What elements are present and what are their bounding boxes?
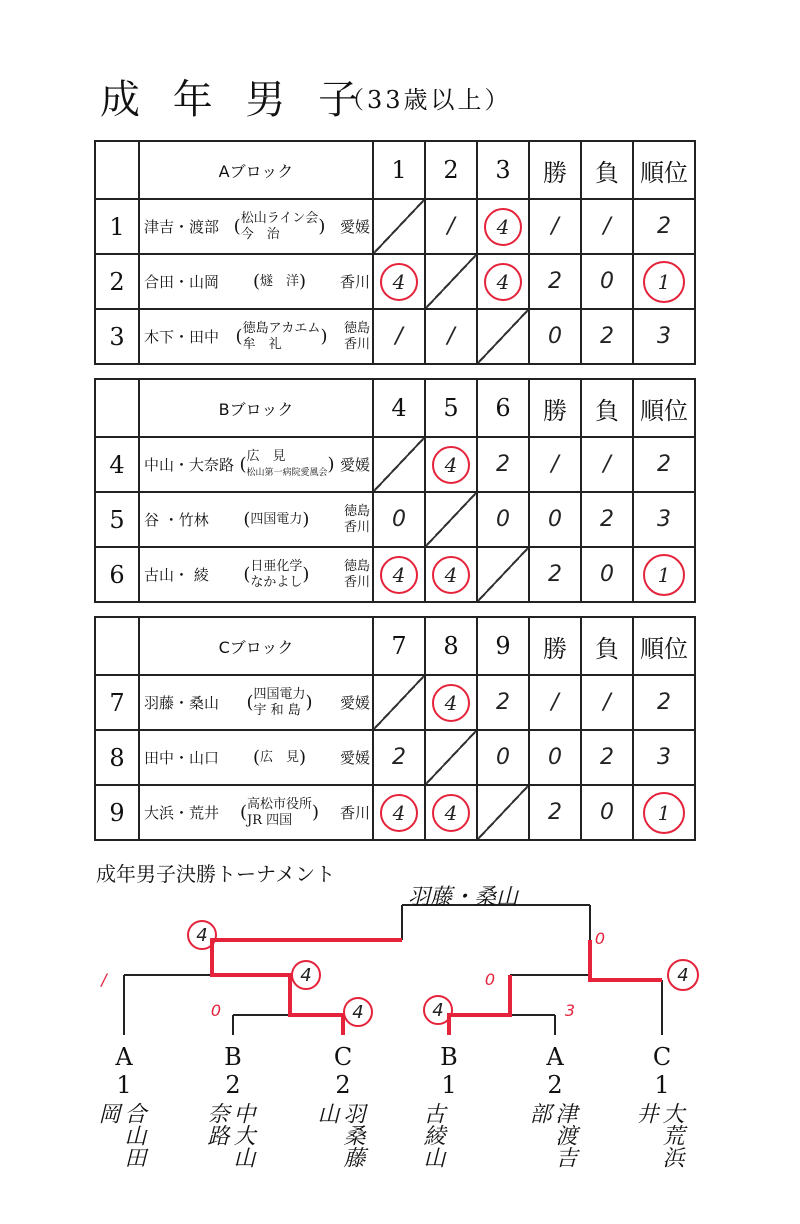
entry-seed: 1 bbox=[441, 1071, 457, 1099]
rank-cell: 3 bbox=[633, 730, 695, 785]
lose-cell: / bbox=[581, 199, 633, 254]
score-cell bbox=[425, 675, 477, 730]
entry-seed: 2 bbox=[225, 1071, 241, 1099]
diagonal-cell bbox=[425, 730, 477, 785]
prefecture: 愛媛 bbox=[339, 748, 370, 767]
affiliation: 松山ライン会 今 治 bbox=[240, 210, 319, 242]
block-table bbox=[94, 616, 696, 841]
column-header: 勝 bbox=[529, 379, 581, 437]
rank-cell: 2 bbox=[633, 437, 695, 492]
win-cell: / bbox=[529, 675, 581, 730]
circled-mark: 4 bbox=[432, 446, 470, 484]
table-row bbox=[95, 309, 695, 364]
diagonal-cell bbox=[477, 309, 529, 364]
win-cell: 2 bbox=[529, 785, 581, 840]
score-cell: / bbox=[425, 309, 477, 364]
diagonal-cell bbox=[477, 547, 529, 602]
row-number: 5 bbox=[95, 492, 139, 547]
entry-block: A bbox=[546, 1043, 564, 1071]
circled-mark: 4 bbox=[432, 684, 470, 722]
tournament-bracket bbox=[0, 870, 800, 1070]
prefecture: 愛媛 bbox=[339, 217, 370, 236]
circled-mark: 4 bbox=[380, 794, 418, 832]
score-cell: 0 bbox=[373, 492, 425, 547]
entry-block: C bbox=[333, 1043, 353, 1071]
score-cell: 0 bbox=[477, 730, 529, 785]
entry-names: 中大山奈路 bbox=[204, 1102, 255, 1168]
team-cell: 羽藤・桑山 ( 四国電力 宇 和 島 ) 愛媛 bbox=[139, 675, 373, 730]
circled-mark: 1 bbox=[643, 792, 685, 834]
team-cell: 谷 ・竹林 ( 四国電力 ) 徳島 香川 bbox=[139, 492, 373, 547]
score-cell bbox=[373, 254, 425, 309]
row-number: 9 bbox=[95, 785, 139, 840]
player-names: 津吉・渡部 bbox=[144, 218, 220, 236]
entry-names: 津渡吉部 bbox=[526, 1102, 577, 1168]
column-header: 3 bbox=[477, 141, 529, 199]
rank-cell: 2 bbox=[633, 675, 695, 730]
affiliation: 高松市役所 JR 四国 bbox=[246, 796, 312, 828]
player-names: 古山・ 綾 bbox=[144, 566, 209, 584]
affiliation: 日亜化学 なかよし bbox=[250, 558, 303, 590]
score-cell bbox=[425, 785, 477, 840]
entry-names: 大荒浜井 bbox=[633, 1102, 684, 1168]
circled-mark: 4 bbox=[380, 263, 418, 301]
team-cell: 中山・大奈路 ( 広 見 松山第一病院愛風会 ) 愛媛 bbox=[139, 437, 373, 492]
lose-cell: 0 bbox=[581, 785, 633, 840]
win-cell: 2 bbox=[529, 547, 581, 602]
score-cell bbox=[373, 547, 425, 602]
score-cell: 2 bbox=[477, 437, 529, 492]
win-cell: / bbox=[529, 199, 581, 254]
entry-seed: 2 bbox=[335, 1071, 351, 1099]
row-number: 7 bbox=[95, 675, 139, 730]
score-cell bbox=[477, 199, 529, 254]
score-label: 0 bbox=[484, 970, 496, 989]
player-names: 木下・田中 bbox=[144, 328, 220, 346]
rank-cell bbox=[633, 547, 695, 602]
table-row bbox=[95, 437, 695, 492]
table-row bbox=[95, 785, 695, 840]
row-number: 4 bbox=[95, 437, 139, 492]
win-cell: / bbox=[529, 437, 581, 492]
score-label: / bbox=[101, 970, 107, 989]
score-label: 4 bbox=[432, 1000, 444, 1021]
entry-block: A bbox=[115, 1043, 133, 1071]
score-label: 4 bbox=[300, 965, 312, 986]
row-number: 8 bbox=[95, 730, 139, 785]
affiliation: 四国電力 宇 和 島 bbox=[253, 686, 306, 718]
prefecture: 愛媛 bbox=[339, 693, 370, 712]
score-label: 4 bbox=[352, 1002, 364, 1023]
score-cell bbox=[373, 785, 425, 840]
page-title: 成 年 男 子 bbox=[100, 77, 369, 123]
entry-block: B bbox=[224, 1043, 242, 1071]
entry-names: 古綾山 bbox=[420, 1102, 445, 1168]
entry-seed: 2 bbox=[547, 1071, 563, 1099]
column-header: 5 bbox=[425, 379, 477, 437]
column-header: 負 bbox=[581, 379, 633, 437]
diagonal-cell bbox=[373, 199, 425, 254]
prefecture: 徳島 香川 bbox=[343, 503, 370, 535]
score-cell bbox=[425, 547, 477, 602]
team-cell: 木下・田中 ( 徳島アカエム 牟 礼 ) 徳島 香川 bbox=[139, 309, 373, 364]
entry-names: 合山田岡 bbox=[95, 1102, 146, 1168]
diagonal-cell bbox=[373, 437, 425, 492]
circled-mark: 1 bbox=[643, 554, 685, 596]
page-subtitle: （33歳以上） bbox=[340, 86, 512, 114]
column-header: 勝 bbox=[529, 141, 581, 199]
rank-cell: 2 bbox=[633, 199, 695, 254]
affiliation: 燧 洋 bbox=[259, 273, 299, 289]
score-cell: / bbox=[425, 199, 477, 254]
column-header: 負 bbox=[581, 141, 633, 199]
block-table bbox=[94, 378, 696, 603]
player-names: 中山・大奈路 bbox=[144, 456, 235, 474]
table-row bbox=[95, 730, 695, 785]
column-header: 順位 bbox=[633, 379, 695, 437]
tournament-title: 成年男子決勝トーナメント bbox=[96, 862, 336, 886]
entry-block: C bbox=[652, 1043, 672, 1071]
column-header: 順位 bbox=[633, 141, 695, 199]
entry-block: B bbox=[440, 1043, 458, 1071]
prefecture: 香川 bbox=[339, 803, 370, 822]
circled-mark: 4 bbox=[380, 556, 418, 594]
team-cell: 大浜・荒井 ( 高松市役所 JR 四国 ) 香川 bbox=[139, 785, 373, 840]
block-name: Aブロック bbox=[139, 141, 373, 199]
score-label: 0 bbox=[594, 929, 606, 948]
table-row bbox=[95, 547, 695, 602]
row-number: 6 bbox=[95, 547, 139, 602]
lose-cell: / bbox=[581, 675, 633, 730]
winner-path bbox=[212, 940, 402, 1035]
row-number: 1 bbox=[95, 199, 139, 254]
player-names: 田中・山口 bbox=[144, 749, 220, 767]
score-cell bbox=[477, 254, 529, 309]
corner-cell bbox=[95, 379, 139, 437]
diagonal-cell bbox=[477, 785, 529, 840]
table-row bbox=[95, 199, 695, 254]
player-names: 合田・山岡 bbox=[144, 273, 220, 291]
score-label: 0 bbox=[210, 1001, 222, 1020]
winner-path bbox=[449, 975, 510, 1035]
block-name: Cブロック bbox=[139, 617, 373, 675]
win-cell: 0 bbox=[529, 492, 581, 547]
row-number: 3 bbox=[95, 309, 139, 364]
score-cell bbox=[425, 437, 477, 492]
circled-mark: 4 bbox=[432, 556, 470, 594]
entry-seed: 1 bbox=[116, 1071, 132, 1099]
column-header: 2 bbox=[425, 141, 477, 199]
row-number: 2 bbox=[95, 254, 139, 309]
column-header: 6 bbox=[477, 379, 529, 437]
team-cell: 津吉・渡部 ( 松山ライン会 今 治 ) 愛媛 bbox=[139, 199, 373, 254]
win-cell: 0 bbox=[529, 730, 581, 785]
lose-cell: 2 bbox=[581, 492, 633, 547]
block-name: Bブロック bbox=[139, 379, 373, 437]
player-names: 大浜・荒井 bbox=[144, 804, 220, 822]
column-header: 4 bbox=[373, 379, 425, 437]
corner-cell bbox=[95, 617, 139, 675]
player-names: 谷 ・竹林 bbox=[144, 511, 209, 529]
entry-seed: 1 bbox=[654, 1071, 670, 1099]
diagonal-cell bbox=[373, 675, 425, 730]
diagonal-cell bbox=[425, 492, 477, 547]
column-header: 1 bbox=[373, 141, 425, 199]
affiliation: 広 見 bbox=[259, 749, 299, 765]
column-header: 9 bbox=[477, 617, 529, 675]
table-row bbox=[95, 675, 695, 730]
circled-mark: 1 bbox=[643, 261, 685, 303]
player-names: 羽藤・桑山 bbox=[144, 694, 220, 712]
prefecture: 愛媛 bbox=[339, 455, 370, 474]
diagonal-cell bbox=[425, 254, 477, 309]
win-cell: 0 bbox=[529, 309, 581, 364]
affiliation: 広 見 松山第一病院愛風会 bbox=[246, 448, 328, 478]
prefecture: 徳島 香川 bbox=[343, 320, 370, 352]
block-table bbox=[94, 140, 696, 365]
team-cell: 古山・ 綾 ( 日亜化学 なかよし ) 徳島 香川 bbox=[139, 547, 373, 602]
table-row bbox=[95, 492, 695, 547]
circled-mark: 4 bbox=[484, 208, 522, 246]
lose-cell: / bbox=[581, 437, 633, 492]
lose-cell: 2 bbox=[581, 309, 633, 364]
column-header: 8 bbox=[425, 617, 477, 675]
score-cell: 2 bbox=[477, 675, 529, 730]
lose-cell: 2 bbox=[581, 730, 633, 785]
circled-mark: 4 bbox=[432, 794, 470, 832]
column-header: 勝 bbox=[529, 617, 581, 675]
prefecture: 徳島 香川 bbox=[343, 558, 370, 590]
score-label: 4 bbox=[196, 925, 208, 946]
rank-cell bbox=[633, 785, 695, 840]
corner-cell bbox=[95, 141, 139, 199]
score-cell: 0 bbox=[477, 492, 529, 547]
rank-cell: 3 bbox=[633, 492, 695, 547]
team-cell: 合田・山岡 ( 燧 洋 ) 香川 bbox=[139, 254, 373, 309]
score-cell: / bbox=[373, 309, 425, 364]
rank-cell: 3 bbox=[633, 309, 695, 364]
column-header: 負 bbox=[581, 617, 633, 675]
circled-mark: 4 bbox=[484, 263, 522, 301]
lose-cell: 0 bbox=[581, 547, 633, 602]
win-cell: 2 bbox=[529, 254, 581, 309]
lose-cell: 0 bbox=[581, 254, 633, 309]
column-header: 順位 bbox=[633, 617, 695, 675]
prefecture: 香川 bbox=[339, 272, 370, 291]
column-header: 7 bbox=[373, 617, 425, 675]
table-row bbox=[95, 254, 695, 309]
entry-names: 羽桑藤山 bbox=[314, 1102, 365, 1168]
score-label: 3 bbox=[564, 1001, 576, 1020]
score-cell: 2 bbox=[373, 730, 425, 785]
rank-cell bbox=[633, 254, 695, 309]
affiliation: 四国電力 bbox=[250, 511, 303, 527]
affiliation: 徳島アカエム 牟 礼 bbox=[242, 320, 321, 352]
score-label: 4 bbox=[677, 965, 689, 986]
team-cell: 田中・山口 ( 広 見 ) 愛媛 bbox=[139, 730, 373, 785]
champion-name: 羽藤・桑山 bbox=[408, 885, 519, 910]
